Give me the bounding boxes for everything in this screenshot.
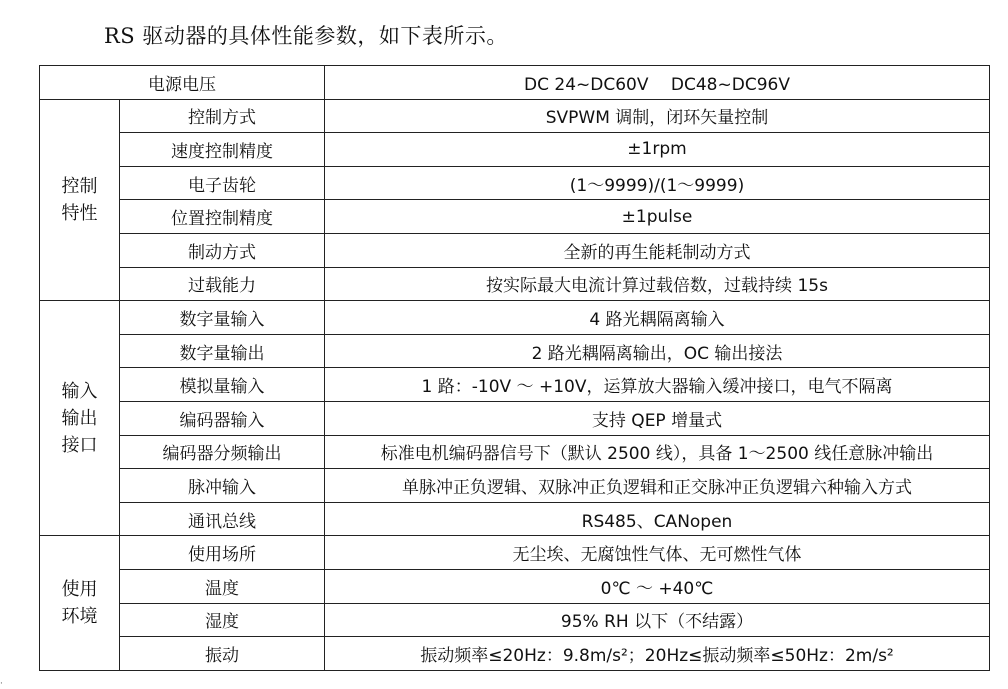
param-value: 振动频率≤20Hz：9.8m/s²；20Hz≤振动频率≤50Hz：2m/s²	[325, 637, 990, 671]
param-value: 全新的再生能耗制动方式	[325, 233, 990, 267]
power-value: DC 24~DC60V DC48~DC96V	[325, 66, 990, 100]
table-row	[40, 334, 990, 368]
param-label: 编码器分频输出	[120, 435, 325, 469]
table-row	[40, 133, 990, 167]
param-value: 单脉冲正负逻辑、双脉冲正负逻辑和正交脉冲正负逻辑六种输入方式	[325, 469, 990, 503]
param-value: 支持 QEP 增量式	[325, 401, 990, 435]
param-value: 0℃ ～ +40℃	[325, 569, 990, 603]
group-title-line: 输出	[61, 407, 98, 429]
table-row	[40, 502, 990, 536]
table-row	[40, 233, 990, 267]
group-title	[40, 99, 120, 301]
param-value: ±1rpm	[325, 133, 990, 167]
param-label: 振动	[120, 637, 325, 671]
param-label: 温度	[120, 569, 325, 603]
intro-text: RS 驱动器的具体性能参数，如下表所示。	[104, 24, 508, 48]
param-label: 制动方式	[120, 233, 325, 267]
param-label: 数字量输入	[120, 301, 325, 335]
table-row	[40, 301, 990, 335]
spec-table-body	[40, 66, 990, 671]
table-row	[40, 166, 990, 200]
param-label: 位置控制精度	[120, 200, 325, 234]
group-title-line: 控制	[61, 175, 98, 197]
group-title-line: 接口	[61, 434, 98, 456]
group-title-line: 使用	[61, 579, 98, 600]
param-value: SVPWM 调制，闭环矢量控制	[325, 99, 990, 133]
param-label: 使用场所	[120, 536, 325, 570]
table-row	[40, 99, 990, 133]
param-value: 按实际最大电流计算过载倍数，过载持续 15s	[325, 267, 990, 301]
table-row	[40, 200, 990, 234]
param-value: 标准电机编码器信号下（默认 2500 线），具备 1～2500 线任意脉冲输出	[325, 435, 990, 469]
table-row	[40, 368, 990, 402]
param-value: 95% RH 以下（不结露）	[325, 603, 990, 637]
group-title-line: 输入	[61, 380, 98, 402]
spec-table	[39, 65, 990, 671]
table-row-power	[40, 66, 990, 100]
param-label: 电子齿轮	[120, 166, 325, 200]
param-label: 数字量输出	[120, 334, 325, 368]
table-row	[40, 637, 990, 671]
param-label: 湿度	[120, 603, 325, 637]
param-label: 控制方式	[120, 99, 325, 133]
param-value: RS485、CANopen	[325, 502, 990, 536]
param-value: (1～9999)/(1～9999)	[325, 166, 990, 200]
group-title	[40, 536, 120, 670]
param-value: ±1pulse	[325, 200, 990, 234]
table-row	[40, 536, 990, 570]
table-row	[40, 603, 990, 637]
table-row	[40, 435, 990, 469]
table-row	[40, 401, 990, 435]
group-title	[40, 301, 120, 536]
param-value: 无尘埃、无腐蚀性气体、无可燃性气体	[325, 536, 990, 570]
param-label: 编码器输入	[120, 401, 325, 435]
param-label: 通讯总线	[120, 502, 325, 536]
param-label: 脉冲输入	[120, 469, 325, 503]
group-title-line: 特性	[61, 202, 98, 224]
param-value: 2 路光耦隔离输出，OC 输出接法	[325, 334, 990, 368]
param-value: 4 路光耦隔离输入	[325, 301, 990, 335]
param-label: 模拟量输入	[120, 368, 325, 402]
group-title-line: 环境	[61, 606, 98, 627]
table-row	[40, 569, 990, 603]
param-label: 过载能力	[120, 267, 325, 301]
corner-mark: ·	[0, 679, 3, 689]
power-label: 电源电压	[40, 66, 325, 100]
table-row	[40, 267, 990, 301]
param-label: 速度控制精度	[120, 133, 325, 167]
param-value: 1 路：-10V ～ +10V，运算放大器输入缓冲接口，电气不隔离	[325, 368, 990, 402]
table-row	[40, 469, 990, 503]
